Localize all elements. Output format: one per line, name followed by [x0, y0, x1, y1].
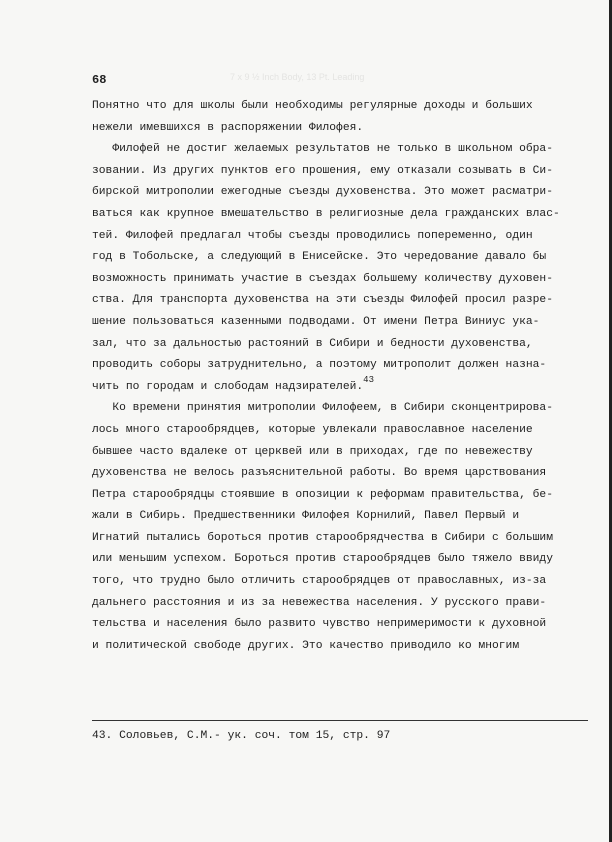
- body-text: [92, 96, 572, 657]
- text-line: тей. Филофей предлагал чтобы съезды проводились попеременно, один: [92, 229, 533, 242]
- text-line: Филофей не достиг желаемых результатов не только в школьном обра-: [92, 143, 553, 156]
- text-line: ваться как крупное вмешательство в религиозные дела гражданских влас-: [92, 207, 560, 220]
- text-line: нежели имевшихся в распоряжении Филофея.: [92, 121, 364, 134]
- text-line: Понятно что для школы были необходимы регулярные доходы и больших: [92, 100, 533, 112]
- text-line: Ко времени принятия митрополии Филофеем, в Сибири сконцентрирова-: [92, 402, 553, 415]
- text-line: лось много старообрядцев, которые увлекали православное население: [92, 423, 533, 436]
- footnote-reference: 43: [363, 374, 374, 385]
- text-line: зал, что за дальностью растояний в Сибири и бедности духовенства,: [92, 337, 533, 350]
- text-line: бывшее часто вдалеке от церквей или в приходах, где по невежеству: [92, 445, 533, 458]
- text-line: ства. Для транспорта духовенства на эти съезды Филофей просил разре-: [92, 294, 553, 307]
- text-line: год в Тобольске, а следующий в Енисейске. Это чередование давало бы: [92, 251, 547, 264]
- footnote: 43. Соловьев, С.М.- ук. соч. том 15, стр. 97: [92, 730, 391, 742]
- text-line-content: чить по городам и слободам надзирателей.: [92, 380, 364, 393]
- ghost-header-text: 7 x 9 ½ Inch Body, 13 Pt. Leading: [230, 72, 365, 82]
- text-line: того, что трудно было отличить старообрядцев от православных, из-за: [92, 575, 547, 588]
- text-line: духовенства не велось разъяснительной работы. Во время царствования: [92, 467, 547, 480]
- footnote-divider: [92, 720, 588, 721]
- text-line: или меньшим успехом. Бороться против старообрядцев было тяжело ввиду: [92, 553, 553, 566]
- text-line: и политической свободе других. Это качество приводило ко многим: [92, 639, 520, 652]
- text-line: бирской митрополии ежегодные съезды духовенства. Это может расматри-: [92, 186, 553, 199]
- text-line: Петра старообрядцы стоявшие в опозиции к реформам правительства, бе-: [92, 488, 553, 501]
- text-line: жали в Сибирь. Предшественники Филофея Корнилий, Павел Первый и: [92, 510, 520, 523]
- text-line-with-footnote: [92, 374, 572, 399]
- text-line: проводить соборы затруднительно, а поэтому митрополит должен назна-: [92, 359, 547, 372]
- text-line: зовании. Из других пунктов его прошения, ему отказали созывать в Си-: [92, 164, 553, 177]
- text-line: шение пользоваться казенными подводами. От имени Петра Виниус ука-: [92, 315, 540, 328]
- text-line: Игнатий пытались бороться против старообрядчества в Сибири с большим: [92, 531, 553, 544]
- text-line: дальнего расстояния и из за невежества населения. У русского прави-: [92, 596, 547, 609]
- text-line: возможность принимать участие в съездах большему количеству духовен-: [92, 272, 553, 285]
- text-line: тельства и населения было развито чувство непримеримости к духовной: [92, 618, 547, 631]
- page-number: 68: [92, 73, 107, 87]
